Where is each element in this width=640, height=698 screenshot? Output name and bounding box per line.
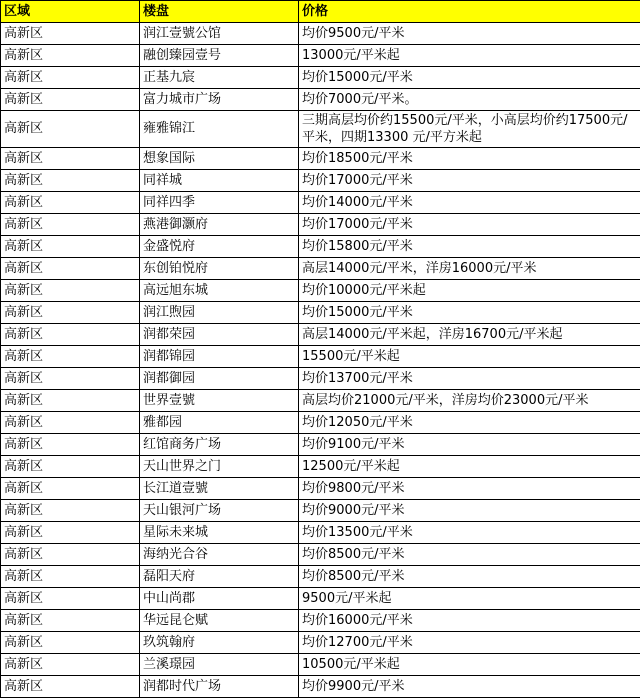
table-row [1,89,640,111]
cell-property: 同祥四季 [140,192,299,214]
table-row [1,610,640,632]
cell-property: 雅都园 [140,412,299,434]
cell-property: 雍雅锦江 [140,111,299,148]
cell-price: 均价15000元/平米 [299,67,640,89]
cell-price: 高层14000元/平米，洋房16000元/平米 [299,258,640,280]
table-row [1,23,640,45]
cell-price: 均价16000元/平米 [299,610,640,632]
cell-property: 同祥城 [140,170,299,192]
cell-property: 燕港御灏府 [140,214,299,236]
cell-price: 均价17000元/平米 [299,170,640,192]
table-row [1,676,640,698]
cell-district: 高新区 [1,566,140,588]
table-row [1,566,640,588]
cell-price: 均价8500元/平米 [299,544,640,566]
cell-property: 润都荣园 [140,324,299,346]
cell-district: 高新区 [1,346,140,368]
cell-property: 磊阳天府 [140,566,299,588]
cell-property: 东创铂悦府 [140,258,299,280]
table-row [1,170,640,192]
cell-district: 高新区 [1,434,140,456]
header-price: 价格 [299,1,640,23]
cell-price: 均价17000元/平米 [299,214,640,236]
cell-district: 高新区 [1,500,140,522]
header-row [1,1,640,23]
cell-district: 高新区 [1,148,140,170]
cell-district: 高新区 [1,632,140,654]
cell-district: 高新区 [1,236,140,258]
cell-price: 13000元/平米起 [299,45,640,67]
cell-district: 高新区 [1,676,140,698]
cell-property: 正基九宸 [140,67,299,89]
cell-property: 天山银河广场 [140,500,299,522]
cell-price: 均价9800元/平米 [299,478,640,500]
table-row [1,632,640,654]
cell-property: 金盛悦府 [140,236,299,258]
cell-price: 均价9500元/平米 [299,23,640,45]
cell-property: 玖筑翰府 [140,632,299,654]
table-row [1,500,640,522]
cell-property: 融创臻园壹号 [140,45,299,67]
cell-price: 均价10000元/平米起 [299,280,640,302]
cell-district: 高新区 [1,170,140,192]
cell-property: 润都御园 [140,368,299,390]
cell-district: 高新区 [1,45,140,67]
cell-price: 均价9100元/平米 [299,434,640,456]
table-row [1,544,640,566]
cell-price: 均价13500元/平米 [299,522,640,544]
table-row [1,588,640,610]
table-row [1,324,640,346]
cell-district: 高新区 [1,23,140,45]
table-row [1,148,640,170]
table-row [1,280,640,302]
cell-district: 高新区 [1,610,140,632]
cell-district: 高新区 [1,89,140,111]
cell-price: 均价12700元/平米 [299,632,640,654]
table-body [1,23,640,698]
cell-price: 均价13700元/平米 [299,368,640,390]
cell-district: 高新区 [1,478,140,500]
cell-price: 均价9900元/平米 [299,676,640,698]
cell-price: 高层14000元/平米起，洋房16700元/平米起 [299,324,640,346]
cell-district: 高新区 [1,214,140,236]
cell-district: 高新区 [1,544,140,566]
cell-price: 均价14000元/平米 [299,192,640,214]
table-row [1,214,640,236]
cell-property: 世界壹號 [140,390,299,412]
table-row [1,368,640,390]
cell-price: 10500元/平米起 [299,654,640,676]
cell-district: 高新区 [1,280,140,302]
cell-price: 均价15800元/平米 [299,236,640,258]
cell-property: 想象国际 [140,148,299,170]
cell-property: 天山世界之门 [140,456,299,478]
table-row [1,434,640,456]
cell-district: 高新区 [1,412,140,434]
table-row [1,456,640,478]
cell-district: 高新区 [1,258,140,280]
table-row [1,192,640,214]
table-row [1,258,640,280]
cell-district: 高新区 [1,456,140,478]
cell-property: 海纳光合谷 [140,544,299,566]
cell-property: 润都时代广场 [140,676,299,698]
header-property: 楼盘 [140,1,299,23]
table-row [1,346,640,368]
cell-district: 高新区 [1,67,140,89]
cell-price: 均价7000元/平米。 [299,89,640,111]
cell-price: 均价18500元/平米 [299,148,640,170]
cell-property: 星际未来城 [140,522,299,544]
cell-district: 高新区 [1,390,140,412]
cell-district: 高新区 [1,111,140,148]
cell-property: 润江煦园 [140,302,299,324]
cell-price: 均价15000元/平米 [299,302,640,324]
table-row [1,111,640,148]
header-district: 区域 [1,1,140,23]
cell-price: 均价8500元/平米 [299,566,640,588]
cell-property: 中山尚郡 [140,588,299,610]
cell-property: 红馆商务广场 [140,434,299,456]
cell-property: 富力城市广场 [140,89,299,111]
cell-price: 9500元/平米起 [299,588,640,610]
cell-property: 兰溪璟园 [140,654,299,676]
table-row [1,45,640,67]
table-row [1,654,640,676]
table-row [1,412,640,434]
table-row [1,390,640,412]
cell-property: 润都锦园 [140,346,299,368]
cell-district: 高新区 [1,368,140,390]
cell-price: 均价12050元/平米 [299,412,640,434]
cell-property: 华远昆仑赋 [140,610,299,632]
cell-property: 长江道壹號 [140,478,299,500]
table-row [1,236,640,258]
table-row [1,478,640,500]
cell-price: 高层均价21000元/平米，洋房均价23000元/平米 [299,390,640,412]
cell-district: 高新区 [1,588,140,610]
table-row [1,302,640,324]
cell-district: 高新区 [1,324,140,346]
cell-price: 12500元/平米起 [299,456,640,478]
cell-district: 高新区 [1,192,140,214]
cell-price: 15500元/平米起 [299,346,640,368]
cell-district: 高新区 [1,654,140,676]
table-row [1,522,640,544]
cell-price: 均价9000元/平米 [299,500,640,522]
table-row [1,67,640,89]
cell-district: 高新区 [1,522,140,544]
cell-property: 高远旭东城 [140,280,299,302]
cell-price: 三期高层均价约15500元/平米，小高层均价约17500元/平米，四期13300 元/平方米起 [299,111,640,148]
cell-property: 润江壹號公馆 [140,23,299,45]
cell-district: 高新区 [1,302,140,324]
